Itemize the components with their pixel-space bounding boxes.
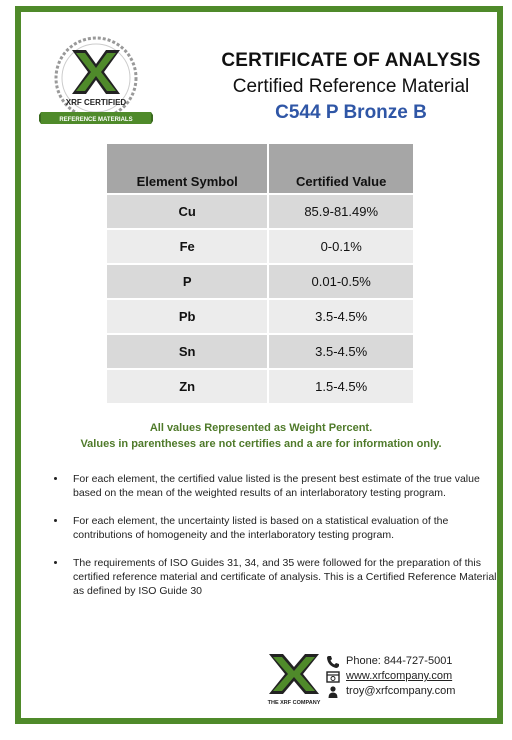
company-logo-text: THE XRF COMPANY — [267, 700, 321, 706]
element-symbol: P — [107, 264, 268, 299]
phone-number: Phone: 844-727-5001 — [346, 655, 453, 667]
element-symbol: Sn — [107, 334, 268, 369]
certified-value: 3.5-4.5% — [268, 299, 413, 334]
list-item: • For each element, the uncertainty listed is based on a statistical evaluation of the contributions of homogeneity and the interlaboratory testing program. — [67, 514, 503, 542]
table-row — [107, 194, 413, 229]
certificate-frame — [15, 6, 503, 724]
phone-row — [326, 654, 455, 669]
web-icon — [326, 670, 340, 684]
table-row — [107, 229, 413, 264]
note-line-2: Values in parentheses are not certifies and a are for information only. — [80, 438, 442, 450]
header-certified-value: Certified Value — [268, 144, 413, 194]
table-row — [107, 369, 413, 403]
person-icon — [326, 685, 340, 699]
element-symbol: Zn — [107, 369, 268, 403]
website-row — [326, 669, 455, 684]
certified-value: 0-0.1% — [268, 229, 413, 264]
certified-values-table — [107, 144, 413, 403]
website-link[interactable]: www.xrfcompany.com — [346, 670, 453, 682]
seal-ribbon-text: REFERENCE MATERIALS — [59, 117, 133, 123]
certificate-title: CERTIFICATE OF ANALYSIS — [221, 50, 481, 71]
header-element-symbol: Element Symbol — [107, 144, 268, 194]
phone-icon — [326, 655, 340, 669]
product-name: C544 P Bronze B — [275, 102, 427, 123]
certified-value: 0.01-0.5% — [268, 264, 413, 299]
table-row — [107, 299, 413, 334]
element-symbol: Cu — [107, 194, 268, 229]
certified-value: 3.5-4.5% — [268, 334, 413, 369]
certified-value: 85.9-81.49% — [268, 194, 413, 229]
note-line-1: All values Represented as Weight Percent. — [149, 422, 373, 434]
contact-info — [326, 654, 455, 699]
element-symbol: Fe — [107, 229, 268, 264]
table-row — [107, 334, 413, 369]
certificate-subtitle: Certified Reference Material — [232, 76, 470, 97]
xrf-certified-seal-logo — [39, 32, 153, 132]
certificate-header — [191, 50, 511, 124]
list-item: • For each element, the certified value listed is the present best estimate of the true value based on the mean of the weighted results of an interlaboratory testing program. — [67, 472, 503, 500]
weight-percent-note — [41, 420, 481, 452]
email-address[interactable]: troy@xrfcompany.com — [346, 685, 456, 697]
element-symbol: Pb — [107, 299, 268, 334]
table-row — [107, 264, 413, 299]
seal-text: XRF CERTIFIED — [65, 98, 127, 107]
list-item: • The requirements of ISO Guides 31, 34, and 35 were followed for the preparation of this certified reference material and certificate of analysis. This is a Certified Reference Material as defined by ISO Guide 30 — [67, 556, 503, 598]
certification-bullets — [41, 472, 503, 612]
xrf-company-logo — [265, 652, 323, 708]
certified-value: 1.5-4.5% — [268, 369, 413, 403]
email-row — [326, 684, 455, 699]
